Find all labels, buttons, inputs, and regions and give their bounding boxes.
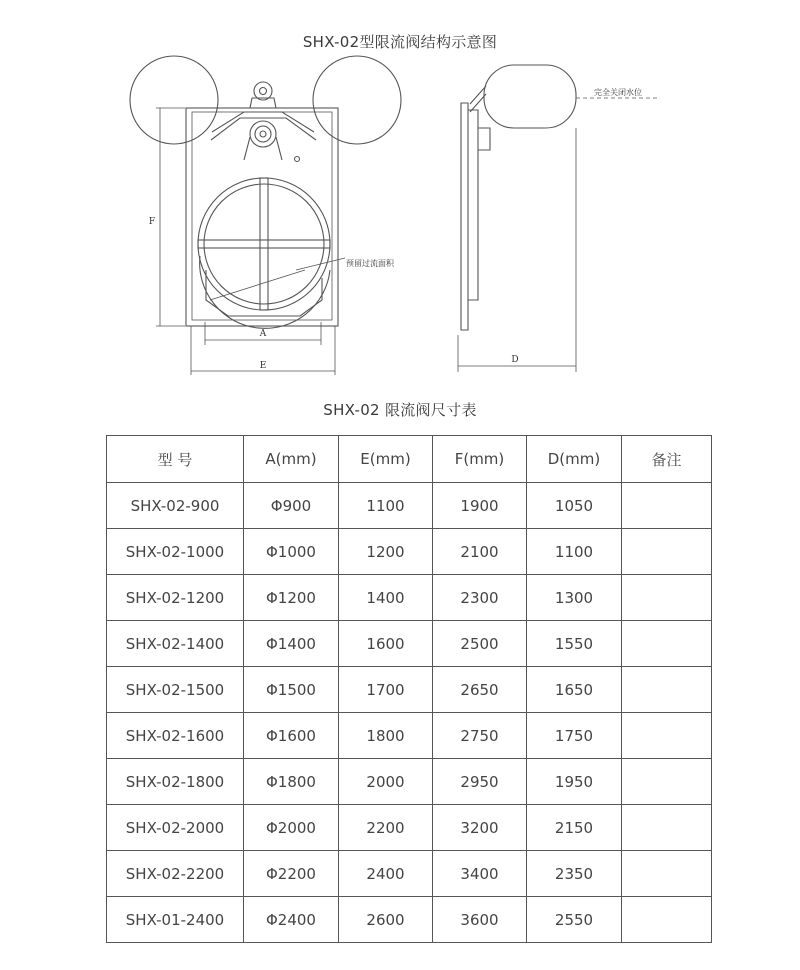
cell-e: 2200 [339, 805, 433, 851]
valve-structure-diagram [0, 50, 800, 380]
cell-a: Φ2200 [244, 851, 339, 897]
cell-a: Φ900 [244, 483, 339, 529]
cell-f: 2100 [433, 529, 527, 575]
label-reserved-flow-area: 预留过流面积 [346, 259, 394, 268]
side-float [484, 65, 576, 128]
frame-plate [186, 108, 338, 326]
header-a: A(mm) [244, 436, 339, 483]
table-row [107, 483, 712, 529]
cell-e: 1200 [339, 529, 433, 575]
cell-f: 2300 [433, 575, 527, 621]
cell-a: Φ2000 [244, 805, 339, 851]
table-row [107, 713, 712, 759]
cell-d: 1550 [527, 621, 622, 667]
cell-f: 3600 [433, 897, 527, 943]
cell-f: 3400 [433, 851, 527, 897]
cell-model: SHX-02-1000 [107, 529, 244, 575]
table-row [107, 529, 712, 575]
table-row [107, 897, 712, 943]
cell-a: Φ1600 [244, 713, 339, 759]
cell-e: 2000 [339, 759, 433, 805]
cell-a: Φ1000 [244, 529, 339, 575]
cell-model: SHX-02-1500 [107, 667, 244, 713]
cell-a: Φ1400 [244, 621, 339, 667]
table-row [107, 621, 712, 667]
cell-d: 1100 [527, 529, 622, 575]
cell-remarks [622, 897, 712, 943]
cell-a: Φ1800 [244, 759, 339, 805]
lifting-eye [254, 82, 272, 100]
cell-e: 2600 [339, 897, 433, 943]
cell-e: 1800 [339, 713, 433, 759]
cell-a: Φ1500 [244, 667, 339, 713]
header-e: E(mm) [339, 436, 433, 483]
cell-remarks [622, 759, 712, 805]
hub [250, 121, 276, 147]
cell-d: 1950 [527, 759, 622, 805]
dim-label-d: D [511, 355, 519, 365]
table-row [107, 805, 712, 851]
table-row [107, 851, 712, 897]
cell-d: 2550 [527, 897, 622, 943]
cell-remarks [622, 851, 712, 897]
dim-label-f: F [148, 217, 156, 227]
header-remarks: 备注 [622, 436, 712, 483]
cell-d: 2150 [527, 805, 622, 851]
cell-d: 1050 [527, 483, 622, 529]
cell-remarks [622, 621, 712, 667]
dim-label-e: E [259, 361, 267, 371]
table-row [107, 759, 712, 805]
cell-model: SHX-02-1400 [107, 621, 244, 667]
dim-label-a: A [259, 329, 267, 339]
dimension-table [106, 435, 712, 943]
cell-remarks [622, 805, 712, 851]
cell-d: 2350 [527, 851, 622, 897]
cell-remarks [622, 667, 712, 713]
table-row [107, 667, 712, 713]
cell-remarks [622, 575, 712, 621]
cell-model: SHX-02-900 [107, 483, 244, 529]
header-f: F(mm) [433, 436, 527, 483]
cell-e: 1400 [339, 575, 433, 621]
cell-model: SHX-02-2000 [107, 805, 244, 851]
cell-model: SHX-02-2200 [107, 851, 244, 897]
cell-a: Φ2400 [244, 897, 339, 943]
header-d: D(mm) [527, 436, 622, 483]
cell-model: SHX-02-1600 [107, 713, 244, 759]
cell-f: 2500 [433, 621, 527, 667]
cell-e: 2400 [339, 851, 433, 897]
cell-a: Φ1200 [244, 575, 339, 621]
cell-f: 2650 [433, 667, 527, 713]
cell-model: SHX-01-2400 [107, 897, 244, 943]
cell-d: 1750 [527, 713, 622, 759]
cell-d: 1300 [527, 575, 622, 621]
right-float [313, 56, 401, 144]
cell-model: SHX-02-1800 [107, 759, 244, 805]
cell-model: SHX-02-1200 [107, 575, 244, 621]
cell-d: 1650 [527, 667, 622, 713]
cell-e: 1700 [339, 667, 433, 713]
cell-e: 1100 [339, 483, 433, 529]
cell-f: 2750 [433, 713, 527, 759]
table-title: SHX-02 限流阀尺寸表 [323, 401, 477, 419]
diagram-title: SHX-02型限流阀结构示意图 [302, 33, 498, 51]
cell-remarks [622, 483, 712, 529]
cell-f: 3200 [433, 805, 527, 851]
cell-remarks [622, 713, 712, 759]
cell-f: 2950 [433, 759, 527, 805]
table-row [107, 575, 712, 621]
valve-disc [198, 178, 330, 310]
cell-e: 1600 [339, 621, 433, 667]
table-header-row [107, 436, 712, 483]
header-model: 型 号 [107, 436, 244, 483]
label-full-close-level: 完全关闭水位 [594, 88, 642, 97]
left-float [130, 56, 218, 144]
cell-f: 1900 [433, 483, 527, 529]
cell-remarks [622, 529, 712, 575]
